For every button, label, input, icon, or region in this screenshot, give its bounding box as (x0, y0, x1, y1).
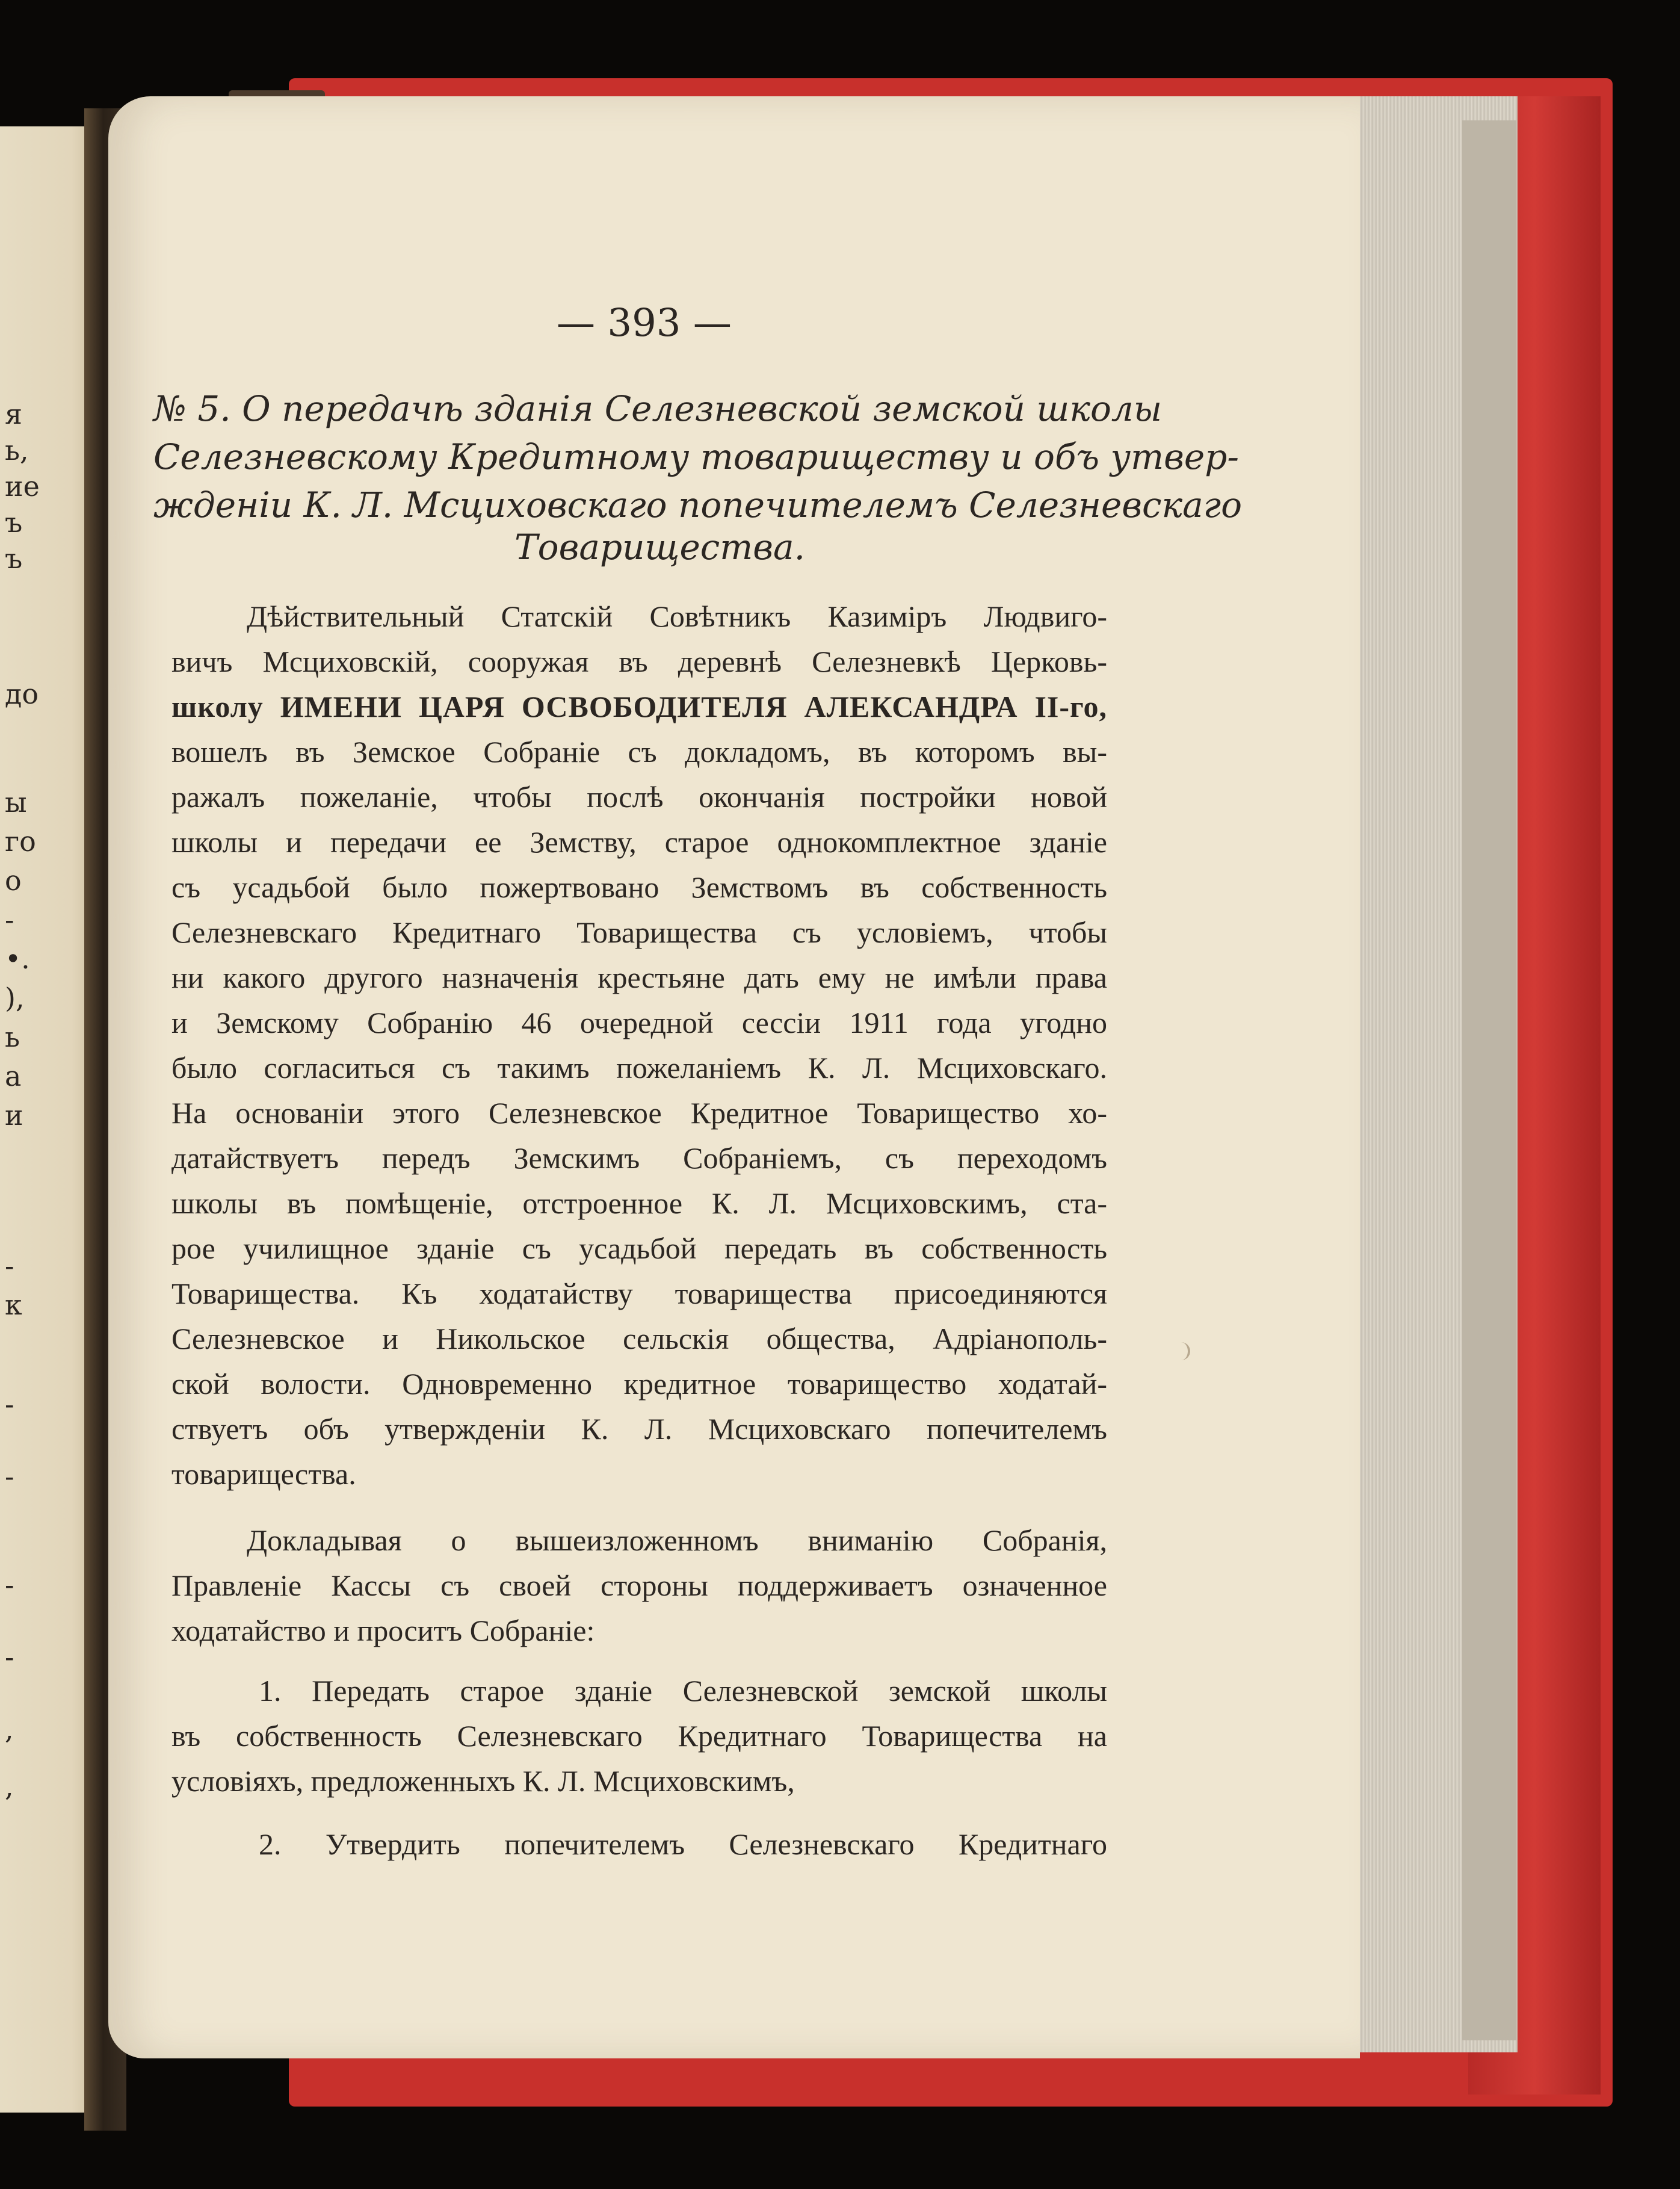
paragraph-line: школы и передачи ее Земству, старое однокомплектное зданіе (171, 825, 1107, 859)
list-item-line: условіяхъ, предложенныхъ К. Л. Мсциховскимъ, (171, 1764, 795, 1798)
section-heading: № 5. О передачѣ зданія Селезневской земской школы (153, 388, 1163, 429)
left-fragment: - (5, 903, 14, 936)
paragraph-line: съ усадьбой было пожертвовано Земствомъ въ собственность (171, 870, 1107, 904)
list-item-line: въ собственность Селезневскаго Кредитнаго Товарищества на (171, 1719, 1107, 1753)
page-block-shadow (1462, 120, 1516, 2040)
left-fragment: ), (5, 982, 25, 1014)
left-fragment: и (5, 1099, 23, 1132)
paragraph-line: вичъ Мсциховскій, сооружая въ деревнѣ Селезневкѣ Церковь- (171, 645, 1107, 678)
paragraph-line: товарищества. (171, 1457, 356, 1491)
paragraph-line: ражалъ пожеланіе, чтобы послѣ окончанія постройки новой (171, 780, 1107, 814)
paragraph-line: рое училищное зданіе съ усадьбой передать въ собственность (171, 1231, 1107, 1265)
paragraph-line: Селезневское и Никольское сельскія общества, Адріанополь- (171, 1322, 1107, 1355)
left-fragment: ие (5, 470, 40, 503)
paragraph-line: ствуетъ объ утвержденіи К. Л. Мсциховскаго попечителемъ (171, 1412, 1107, 1446)
page-number: — 393 — (557, 301, 732, 345)
left-fragment: го (5, 825, 36, 858)
left-fragment: - (5, 1460, 14, 1493)
left-fragment: до (5, 678, 39, 710)
list-item-line: 2. Утвердить попечителемъ Селезневскаго Кредитнаго (259, 1827, 1107, 1861)
left-fragment: - (5, 1568, 14, 1601)
section-heading: Селезневскому Кредитному товариществу и объ утвер- (153, 436, 1239, 477)
paragraph-line: Дѣйствительный Статскій Совѣтникъ Казиміръ Людвиго- (247, 599, 1107, 633)
left-fragment: ъ (5, 506, 23, 539)
left-fragment: , (5, 1770, 14, 1803)
left-fragment: •. (5, 943, 30, 975)
paragraph-line: Селезневскаго Кредитнаго Товарищества съ условіемъ, чтобы (171, 915, 1107, 949)
paragraph-line: датайствуетъ передъ Земскимъ Собраніемъ, съ переходомъ (171, 1141, 1107, 1175)
paragraph-line: школы въ помѣщеніе, отстроенное К. Л. Мсциховскимъ, ста- (171, 1186, 1107, 1220)
left-fragment: - (5, 1388, 14, 1420)
paragraph-line: ни какого другого назначенія крестьяне дать ему не имѣли права (171, 961, 1107, 994)
section-heading: жденіи К. Л. Мсциховскаго попечителемъ Селезневскаго (153, 485, 1242, 525)
paragraph-line: ходатайство и проситъ Собраніе: (171, 1614, 595, 1647)
left-fragment: , (5, 1713, 14, 1745)
paragraph-line: Докладывая о вышеизложенномъ вниманію Собранія, (247, 1523, 1107, 1557)
left-fragment: ы (5, 786, 27, 819)
paragraph-line: На основаніи этого Селезневское Кредитное Товарищество хо- (171, 1096, 1107, 1130)
paragraph-line: Правленіе Кассы съ своей стороны поддерживаетъ означенное (171, 1568, 1107, 1602)
left-fragment: ь (5, 1021, 20, 1053)
paragraph-line: вошелъ въ Земское Собраніе съ докладомъ, въ которомъ вы- (171, 735, 1107, 769)
left-fragment: - (5, 1641, 14, 1673)
left-fragment: - (5, 1249, 14, 1282)
section-heading: Товарищества. (514, 527, 806, 568)
left-fragment: о (5, 864, 22, 897)
left-fragment: я (5, 398, 23, 430)
paragraph-line: было согласиться съ такимъ пожеланіемъ К. Л. Мсциховскаго. (171, 1051, 1107, 1085)
left-fragment: к (5, 1289, 22, 1321)
left-fragment: ъ (5, 542, 23, 575)
left-fragment: а (5, 1060, 22, 1092)
paragraph-line: ской волости. Одновременно кредитное товарищество ходатай- (171, 1367, 1107, 1401)
left-fragment: ь, (5, 434, 29, 466)
paragraph-line: и Земскому Собранію 46 очередной сессіи 1911 года угодно (171, 1006, 1107, 1039)
paragraph-line: школу ИМЕНИ ЦАРЯ ОСВОБОДИТЕЛЯ АЛЕКСАНДРА II-го, (171, 690, 1107, 723)
paragraph-line: Товарищества. Къ ходатайству товарищества присоединяются (171, 1277, 1107, 1310)
list-item-line: 1. Передать старое зданіе Селезневской земской школы (259, 1674, 1107, 1708)
